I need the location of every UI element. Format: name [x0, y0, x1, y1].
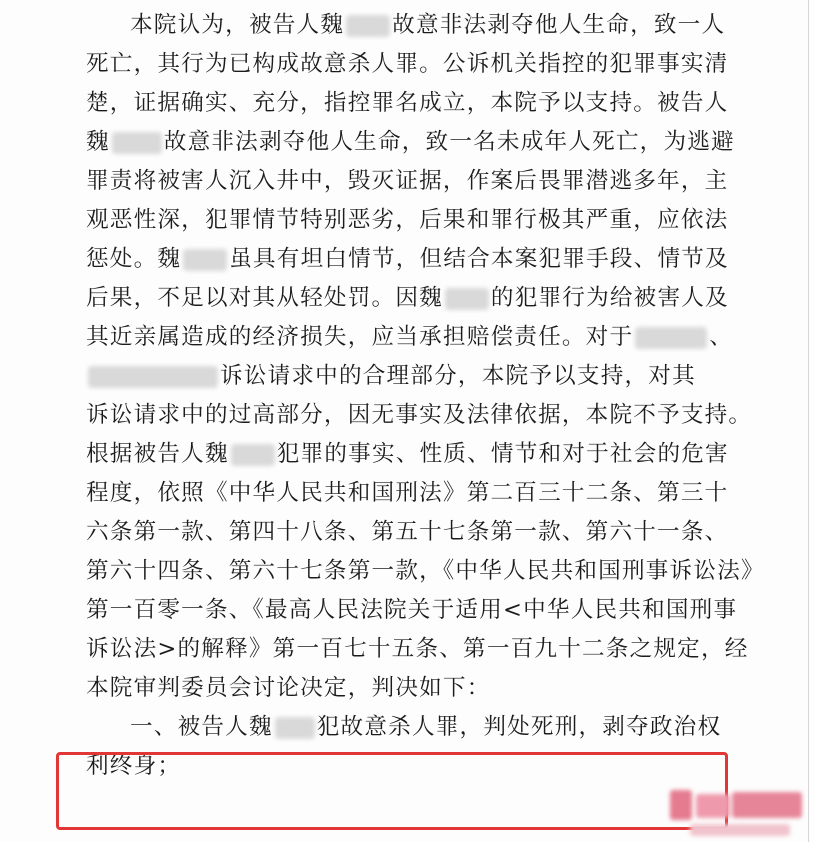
text-segment: 利终身；: [86, 753, 182, 779]
text-segment: 观恶性深，犯罪情节特别恶劣，后果和罪行极其严重，应依法: [86, 207, 729, 233]
redacted-name-blur: [183, 249, 227, 271]
redacted-name-blur: [275, 717, 315, 739]
text-segment: 六条第一款、第四十八条、第五十七条第一款、第六十一条、: [86, 519, 729, 545]
text-line-19: [86, 708, 732, 747]
blurred-watermark-logo: [660, 790, 810, 842]
redacted-name-blur: [112, 132, 162, 154]
text-segment: 的犯罪行为给被害人及: [490, 285, 729, 311]
text-segment: 一、被告人魏: [130, 714, 273, 740]
text-line-4: [86, 123, 735, 162]
text-segment: 惩处。魏: [86, 246, 182, 272]
text-line-6: [86, 201, 732, 240]
text-segment: 诉讼请求中的过高部分，因无事实及法律依据，本院不予支持。: [86, 402, 753, 428]
text-line-2: [86, 45, 732, 84]
text-line-16: [86, 591, 738, 630]
judgment-text-body: [86, 6, 765, 786]
redacted-name-blur: [635, 327, 707, 349]
text-segment: 其近亲属造成的经济损失，应当承担赔偿责任。对于: [86, 324, 634, 350]
text-segment: 第一百零一条、《最高人民法院关于适用<中华人民共和国刑事: [86, 597, 738, 623]
text-line-18: [86, 669, 732, 708]
text-segment: 虽具有坦白情节，但结合本案犯罪手段、情节及: [229, 246, 729, 272]
text-segment: 根据被告人魏: [86, 441, 229, 467]
text-line-7: [86, 240, 732, 279]
text-segment: 诉讼请求中的合理部分，本院予以支持，对其: [220, 363, 696, 389]
text-segment: 罪责将被害人沉入井中，毁灭证据，作案后畏罪潜逃多年，主: [86, 168, 729, 194]
redacted-name-blur: [346, 15, 390, 37]
verdict-highlight-box: [56, 752, 728, 830]
text-line-12: [86, 435, 732, 474]
text-segment: 犯故意杀人罪，判处死刑，剥夺政治权: [316, 714, 722, 740]
text-line-10: [86, 357, 732, 396]
redacted-name-blur: [88, 366, 218, 388]
text-segment: 魏: [86, 129, 110, 155]
text-line-15: [86, 552, 765, 591]
text-line-13: [86, 474, 732, 513]
text-line-9: [86, 318, 732, 357]
redacted-name-blur: [445, 288, 489, 310]
text-line-17: [86, 630, 749, 669]
text-segment: 本院认为，被告人魏: [130, 12, 345, 38]
text-line-14: [86, 513, 732, 552]
text-segment: 楚，证据确实、充分，指控罪名成立，本院予以支持。被告人: [86, 90, 729, 116]
text-line-8: [86, 279, 732, 318]
text-segment: 本院审判委员会讨论决定，判决如下：: [86, 675, 491, 701]
text-line-5: [86, 162, 732, 201]
text-line-1: [86, 6, 732, 45]
page-edge-divider: [808, 0, 809, 842]
text-segment: 诉讼法>的解释》第一百七十五条、第一百九十二条之规定，经: [86, 636, 749, 662]
text-segment: 犯罪的事实、性质、情节和对于社会的危害: [276, 441, 729, 467]
text-line-11: [86, 396, 753, 435]
redacted-name-blur: [231, 444, 275, 466]
text-segment: 程度，依照《中华人民共和国刑法》第二百三十二条、第三十: [86, 480, 729, 506]
text-segment: 故意非法剥夺他人生命，致一人: [392, 12, 726, 38]
text-segment: 故意非法剥夺他人生命，致一名未成年人死亡，为逃避: [163, 129, 735, 155]
text-segment: 、: [709, 324, 734, 350]
text-segment: 死亡，其行为已构成故意杀人罪。公诉机关指控的犯罪事实清: [86, 51, 729, 77]
text-segment: 后果，不足以对其从轻处罚。因魏: [86, 285, 443, 311]
text-segment: 第六十四条、第六十七条第一款，《中华人民共和国刑事诉讼法》: [86, 558, 765, 584]
text-line-3: [86, 84, 732, 123]
